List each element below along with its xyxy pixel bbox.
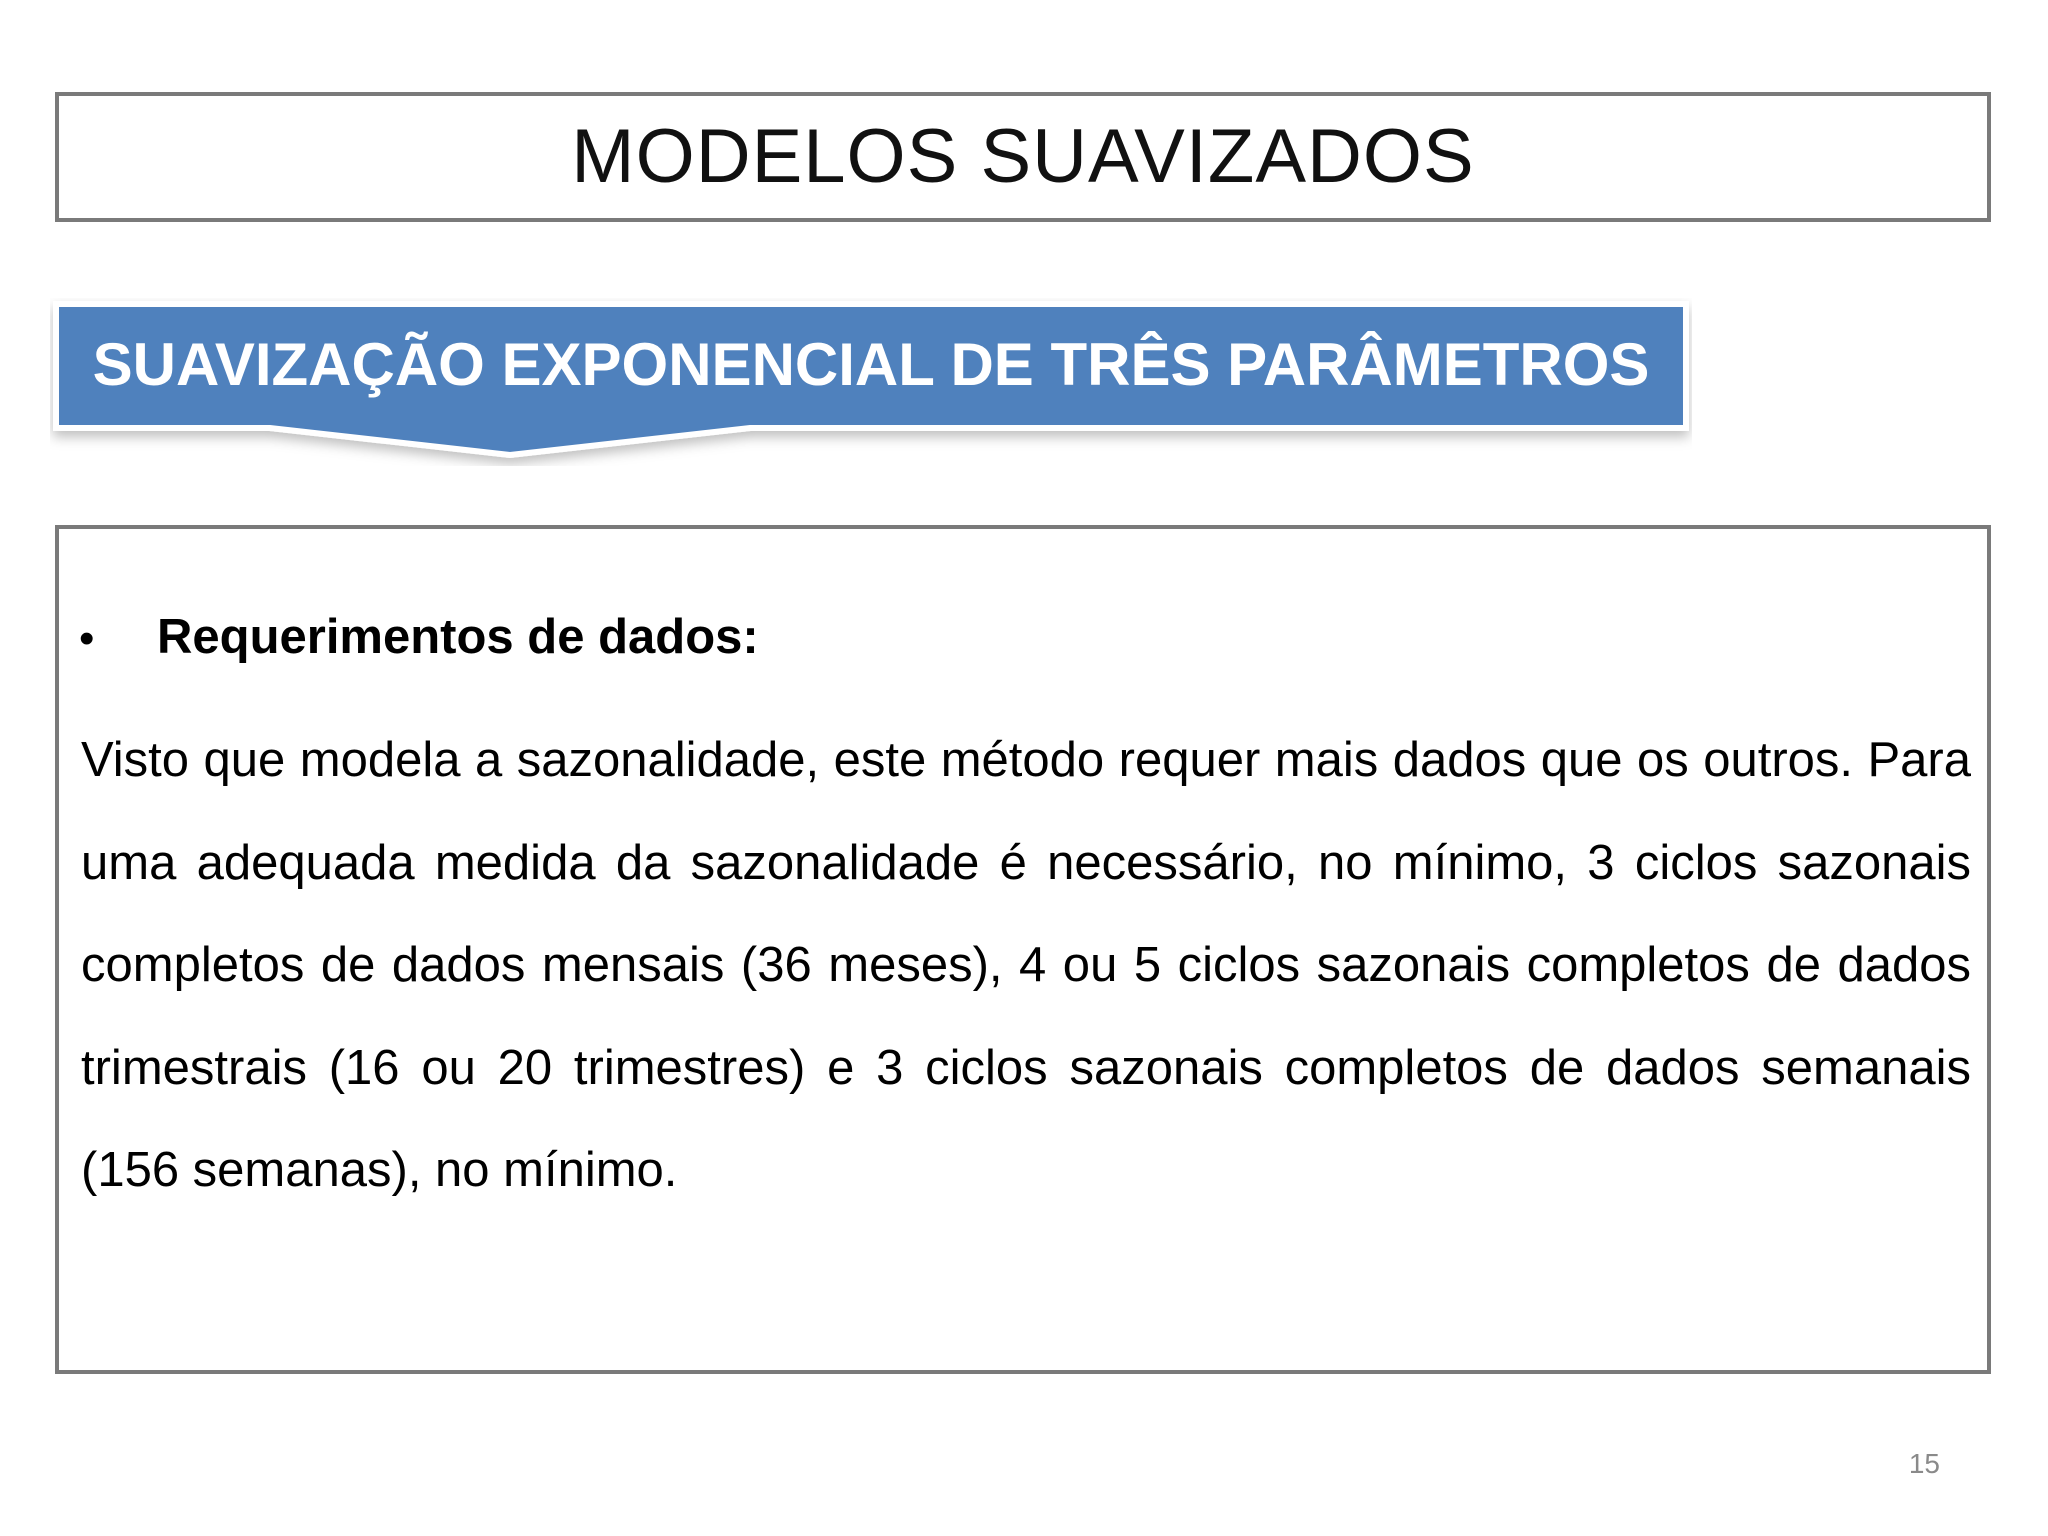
body-paragraph: Visto que modela a sazonalidade, este método requer mais dados que os outros. Para uma adequada medida da sazonalidade é necessário, no mínimo, 3 ciclos sazonais completos de dados mensais (36 meses), 4 ou 5 ciclos sazonais completos de dados trimestrais (16 ou 20 trimestres) e 3 ciclos sazonais completos de dados semanais (156 semanas), no mínimo. xyxy=(81,733,1971,1197)
bullet-icon: • xyxy=(79,614,95,663)
banner-label: SUAVIZAÇÃO EXPONENCIAL DE TRÊS PARÂMETROS xyxy=(92,330,1650,398)
bullet-heading: Requerimentos de dados: xyxy=(157,610,759,664)
section-banner xyxy=(50,298,1692,466)
title-box xyxy=(55,92,1991,222)
page-number: 15 xyxy=(1908,1448,1940,1479)
content-box xyxy=(55,525,1991,1374)
slide-title: MODELOS SUAVIZADOS xyxy=(571,114,1475,199)
bullet-item xyxy=(79,609,759,665)
